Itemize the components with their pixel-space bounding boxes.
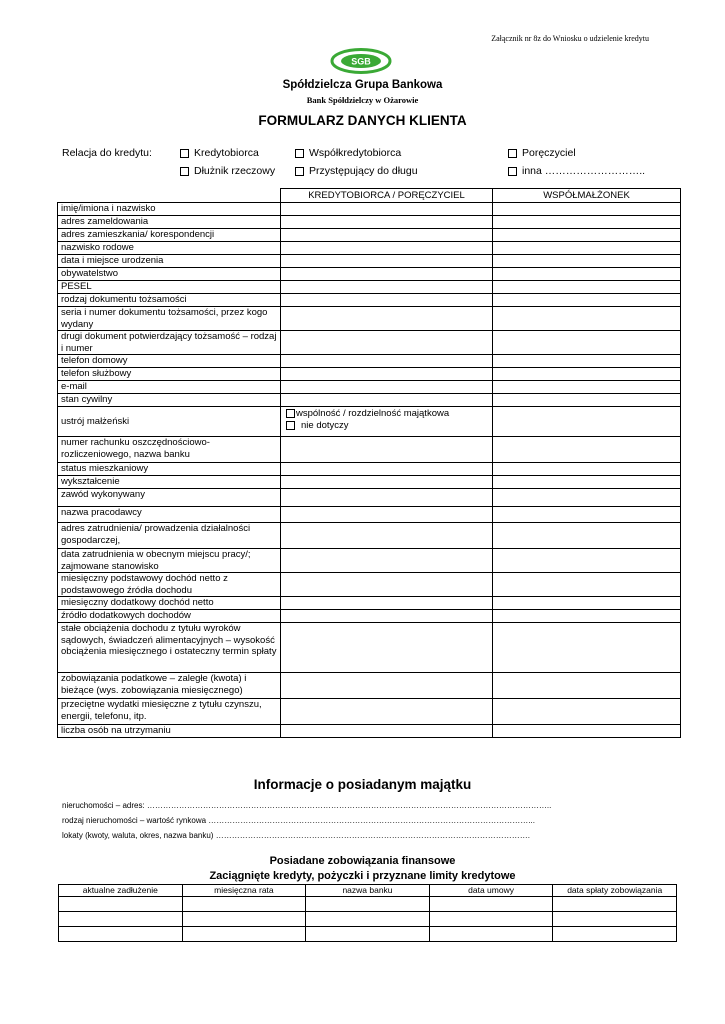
checkbox-icon[interactable]: [295, 167, 304, 176]
borrower-value-cell[interactable]: [281, 307, 493, 331]
option-przystepujacy[interactable]: [295, 165, 418, 177]
row-label: telefon domowy: [58, 355, 281, 368]
row-label: liczba osób na utrzymaniu: [58, 725, 281, 738]
obligations-title: Posiadane zobowiązania finansowe: [269, 855, 456, 867]
table-row: [59, 912, 677, 927]
row-label: stan cywilny: [58, 394, 281, 407]
row-label: PESEL: [58, 281, 281, 294]
table-row: [58, 597, 681, 610]
table-cell[interactable]: [553, 927, 677, 942]
spouse-value-cell[interactable]: [493, 216, 681, 229]
spouse-value-cell[interactable]: [493, 368, 681, 381]
row-label: drugi dokument potwierdzający tożsamość – rodzaj i numer: [58, 331, 281, 355]
row-label: data zatrudnienia w obecnym miejscu pracy/; zajmowane stanowisko: [58, 549, 281, 573]
property-section-title: Informacje o posiadanym majątku: [253, 777, 472, 792]
spouse-value-cell[interactable]: [493, 394, 681, 407]
col-header-repayment-date: data spłaty zobowiązania: [553, 885, 677, 897]
option-label: nie dotyczy: [301, 419, 349, 431]
borrower-value-cell[interactable]: [281, 549, 493, 573]
borrower-value-cell[interactable]: [281, 507, 493, 523]
table-row: [58, 699, 681, 725]
spouse-value-cell[interactable]: [493, 507, 681, 523]
borrower-value-cell[interactable]: [281, 610, 493, 623]
logo-text: SGB: [351, 56, 371, 67]
table-row: [58, 610, 681, 623]
spouse-value-cell[interactable]: [493, 229, 681, 242]
spouse-value-cell[interactable]: [493, 255, 681, 268]
option-label: wspólność / rozdzielność majątkowa: [296, 408, 450, 419]
borrower-value-cell[interactable]: [281, 476, 493, 489]
spouse-value-cell[interactable]: [493, 489, 681, 507]
marital-option-joint-separate[interactable]: [286, 408, 489, 420]
row-label: telefon służbowy: [58, 368, 281, 381]
borrower-value-cell[interactable]: [281, 255, 493, 268]
table-row: [58, 507, 681, 523]
empty-header-cell: [58, 189, 281, 203]
spouse-value-cell[interactable]: [493, 623, 681, 673]
borrower-value-cell[interactable]: [281, 381, 493, 394]
borrower-value-cell[interactable]: [281, 203, 493, 216]
option-inna[interactable]: [508, 165, 645, 177]
option-label: Dłużnik rzeczowy: [194, 165, 276, 177]
form-title: FORMULARZ DANYCH KLIENTA: [258, 113, 467, 128]
borrower-value-cell[interactable]: [281, 623, 493, 673]
borrower-value-cell[interactable]: [281, 463, 493, 476]
table-cell[interactable]: [59, 927, 183, 942]
spouse-value-cell[interactable]: [493, 476, 681, 489]
spouse-value-cell[interactable]: [493, 407, 681, 437]
col-header-contract-date: data umowy: [429, 885, 553, 897]
option-label: inna ………………………..: [522, 165, 646, 177]
table-row: [58, 281, 681, 294]
row-label: wykształcenie: [58, 476, 281, 489]
spouse-value-cell[interactable]: [493, 242, 681, 255]
borrower-value-cell[interactable]: [281, 229, 493, 242]
borrower-value-cell[interactable]: [281, 699, 493, 725]
table-row: [58, 255, 681, 268]
borrower-value-cell[interactable]: [281, 523, 493, 549]
table-row: [58, 437, 681, 463]
borrower-value-cell[interactable]: [281, 597, 493, 610]
table-row: [58, 229, 681, 242]
option-label: Współkredytobiorca: [309, 147, 402, 159]
row-label: numer rachunku oszczędnościowo-rozliczeniowego, nazwa banku: [58, 437, 281, 463]
borrower-value-cell[interactable]: [281, 281, 493, 294]
spouse-value-cell[interactable]: [493, 307, 681, 331]
option-label: Przystępujący do długu: [309, 165, 418, 177]
relation-label: Relacja do kredytu:: [62, 147, 152, 159]
table-cell[interactable]: [182, 927, 306, 942]
table-cell[interactable]: [429, 912, 553, 927]
borrower-value-cell[interactable]: [281, 216, 493, 229]
row-label: adres zamieszkania/ korespondencji: [58, 229, 281, 242]
table-cell[interactable]: [553, 897, 677, 912]
table-row: [58, 573, 681, 597]
table-cell[interactable]: [59, 912, 183, 927]
row-label: zobowiązania podatkowe – zaległe (kwota) i bieżące (wys. zobowiązania miesięcznego): [58, 673, 281, 699]
spouse-value-cell[interactable]: [493, 355, 681, 368]
borrower-value-cell[interactable]: [281, 242, 493, 255]
table-row: [58, 549, 681, 573]
table-cell[interactable]: [429, 927, 553, 942]
option-wspolkredytobiorca[interactable]: [295, 147, 401, 159]
table-row: [58, 407, 681, 437]
table-row: [58, 203, 681, 216]
table-row: [58, 489, 681, 507]
table-header-row: [58, 189, 681, 203]
checkbox-icon[interactable]: [508, 167, 517, 176]
table-cell[interactable]: [59, 897, 183, 912]
table-cell[interactable]: [429, 897, 553, 912]
row-label: miesięczny podstawowy dochód netto z podstawowego źródła dochodu: [58, 573, 281, 597]
option-label: Poręczyciel: [522, 147, 576, 159]
borrower-value-cell[interactable]: [281, 268, 493, 281]
table-row: [58, 476, 681, 489]
spouse-value-cell[interactable]: [493, 610, 681, 623]
row-label: ustrój małżeński: [58, 407, 281, 437]
row-label: data i miejsce urodzenia: [58, 255, 281, 268]
row-label: e-mail: [58, 381, 281, 394]
table-row: [58, 623, 681, 673]
bank-branch-name: Bank Spółdzielczy w Ożarowie: [306, 95, 419, 105]
table-row: [58, 381, 681, 394]
spouse-value-cell[interactable]: [493, 463, 681, 476]
table-row: [58, 463, 681, 476]
borrower-value-cell[interactable]: [281, 407, 493, 437]
option-poreczyciel[interactable]: [508, 147, 576, 159]
table-row: [58, 294, 681, 307]
table-cell[interactable]: [553, 912, 677, 927]
borrower-value-cell[interactable]: [281, 437, 493, 463]
table-row: [59, 927, 677, 942]
table-row: [58, 355, 681, 368]
table-row: [58, 673, 681, 699]
row-label: stałe obciążenia dochodu z tytułu wyroków sądowych, świadczeń alimentacyjnych – wysokość obciążenia miesięcznego i ostateczny termin spłaty: [58, 623, 281, 673]
table-row: [58, 368, 681, 381]
borrower-value-cell[interactable]: [281, 368, 493, 381]
row-label: status mieszkaniowy: [58, 463, 281, 476]
spouse-value-cell[interactable]: [493, 673, 681, 699]
table-cell[interactable]: [182, 912, 306, 927]
obligations-subtitle: Zaciągnięte kredyty, pożyczki i przyznane limity kredytowe: [209, 870, 516, 882]
property-line-real-estate[interactable]: nieruchomości – adres: ……………………………………………………………………………………………………………………………………..: [62, 801, 552, 810]
spouse-value-cell[interactable]: [493, 437, 681, 463]
spouse-value-cell[interactable]: [493, 725, 681, 738]
spouse-value-cell[interactable]: [493, 203, 681, 216]
borrower-value-cell[interactable]: [281, 294, 493, 307]
borrower-value-cell[interactable]: [281, 355, 493, 368]
option-label: Kredytobiorca: [194, 147, 259, 159]
borrower-value-cell[interactable]: [281, 673, 493, 699]
table-cell[interactable]: [306, 927, 430, 942]
col-header-borrower: KREDYTOBIORCA / PORĘCZYCIEL: [281, 189, 493, 203]
table-row: [58, 394, 681, 407]
row-label: nazwisko rodowe: [58, 242, 281, 255]
col-header-installment: miesięczna rata: [182, 885, 306, 897]
checkbox-icon[interactable]: [180, 149, 189, 158]
property-line-value[interactable]: rodzaj nieruchomości – wartość rynkowa …………………………………………………………………………………………………………...: [62, 816, 535, 825]
col-header-spouse: WSPÓŁMAŁŻONEK: [493, 189, 681, 203]
row-label: nazwa pracodawcy: [58, 507, 281, 523]
spouse-value-cell[interactable]: [493, 597, 681, 610]
option-kredytobiorca[interactable]: [180, 147, 259, 159]
table-row: [58, 242, 681, 255]
row-label: źródło dodatkowych dochodów: [58, 610, 281, 623]
borrower-value-cell[interactable]: [281, 725, 493, 738]
obligations-header-row: [59, 885, 677, 897]
client-data-table: [57, 188, 681, 738]
spouse-value-cell[interactable]: [493, 281, 681, 294]
table-row: [58, 307, 681, 331]
checkbox-icon[interactable]: [180, 167, 189, 176]
obligations-table: [58, 884, 677, 942]
table-row: [58, 725, 681, 738]
option-dluznik-rzeczowy[interactable]: [180, 165, 275, 177]
spouse-value-cell[interactable]: [493, 549, 681, 573]
table-row: [58, 331, 681, 355]
spouse-value-cell[interactable]: [493, 523, 681, 549]
row-label: adres zameldowania: [58, 216, 281, 229]
borrower-value-cell[interactable]: [281, 489, 493, 507]
row-label: adres zatrudnienia/ prowadzenia działalności gospodarczej,: [58, 523, 281, 549]
row-label: zawód wykonywany: [58, 489, 281, 507]
spouse-value-cell[interactable]: [493, 381, 681, 394]
spouse-value-cell[interactable]: [493, 573, 681, 597]
row-label: rodzaj dokumentu tożsamości: [58, 294, 281, 307]
col-header-bank: nazwa banku: [306, 885, 430, 897]
table-cell[interactable]: [306, 897, 430, 912]
table-row: [59, 897, 677, 912]
row-label: przeciętne wydatki miesięczne z tytułu czynszu, energii, telefonu, itp.: [58, 699, 281, 725]
checkbox-icon[interactable]: [295, 149, 304, 158]
spouse-value-cell[interactable]: [493, 268, 681, 281]
checkbox-icon[interactable]: [508, 149, 517, 158]
row-label: obywatelstwo: [58, 268, 281, 281]
table-row: [58, 523, 681, 549]
borrower-value-cell[interactable]: [281, 573, 493, 597]
checkbox-icon[interactable]: [286, 421, 295, 430]
borrower-value-cell[interactable]: [281, 331, 493, 355]
attachment-note: Załącznik nr 8z do Wniosku o udzielenie kredytu: [491, 34, 649, 43]
bank-group-name: Spółdzielcza Grupa Bankowa: [282, 79, 443, 91]
borrower-value-cell[interactable]: [281, 394, 493, 407]
checkbox-icon[interactable]: [286, 409, 295, 418]
row-label: seria i numer dokumentu tożsamości, przez kogo wydany: [58, 307, 281, 331]
table-cell[interactable]: [182, 897, 306, 912]
property-line-deposits[interactable]: lokaty (kwoty, waluta, okres, nazwa banku) ……………………………………………………………………………………………………….: [62, 831, 530, 840]
sgb-logo: [330, 48, 392, 74]
row-label: miesięczny dodatkowy dochód netto: [58, 597, 281, 610]
table-cell[interactable]: [306, 912, 430, 927]
row-label: imię/imiona i nazwisko: [58, 203, 281, 216]
col-header-debt: aktualne zadłużenie: [59, 885, 183, 897]
spouse-value-cell[interactable]: [493, 294, 681, 307]
table-row: [58, 216, 681, 229]
spouse-value-cell[interactable]: [493, 699, 681, 725]
marital-option-not-applicable[interactable]: [286, 420, 489, 432]
spouse-value-cell[interactable]: [493, 331, 681, 355]
table-row: [58, 268, 681, 281]
